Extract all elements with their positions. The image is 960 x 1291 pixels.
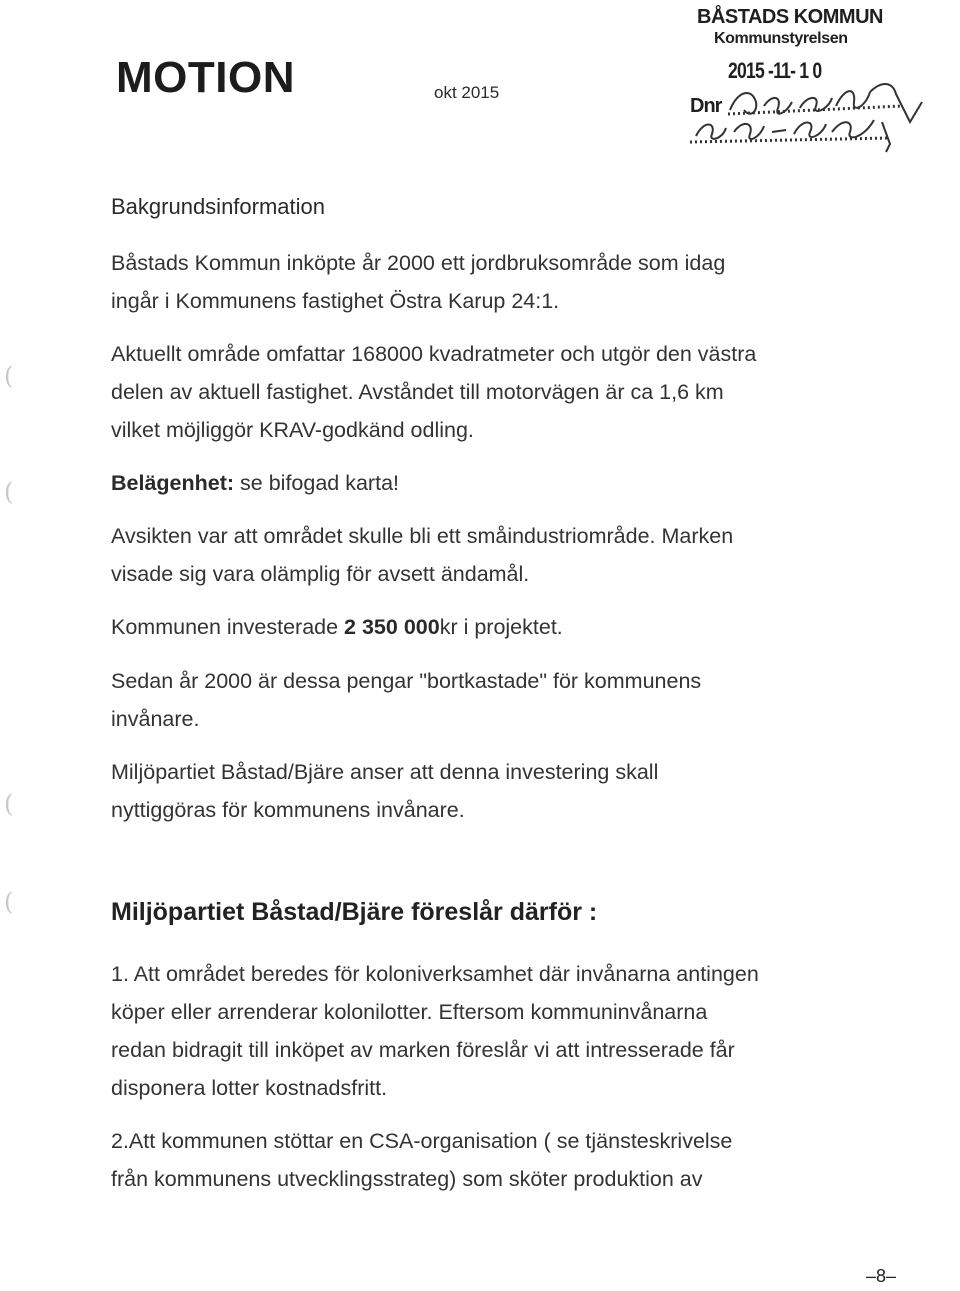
paragraph-purchase xyxy=(111,244,725,320)
text-line: vilket möjliggör KRAV-godkänd odling. xyxy=(111,418,474,442)
section-heading-proposal: Miljöpartiet Båstad/Bjäre föreslår därför : xyxy=(111,898,598,926)
stamp-organization: BÅSTADS KOMMUN xyxy=(697,6,883,28)
paragraph-location xyxy=(111,464,399,502)
paragraph-investment xyxy=(111,608,563,646)
scan-margin-mark: ( xyxy=(4,888,14,916)
proposal-item-1 xyxy=(111,955,759,1107)
text-line: Sedan år 2000 är dessa pengar "bortkastade" för kommunens xyxy=(111,669,702,693)
text-line: köper eller arrenderar kolonilotter. Eftersom kommuninvånarna xyxy=(111,1000,708,1024)
investment-prefix: Kommunen investerade xyxy=(111,615,345,639)
paragraph-wasted xyxy=(111,662,701,738)
text-line: redan bidragit till inköpet av marken föreslår vi att intresserade får xyxy=(111,1038,735,1062)
document-title: MOTION xyxy=(116,53,295,102)
text-line: 2.Att kommunen stöttar en CSA-organisation ( se tjänsteskrivelse xyxy=(111,1129,733,1153)
text-line: Miljöpartiet Båstad/Bjäre anser att denna investering skall xyxy=(111,760,659,784)
proposal-item-2 xyxy=(111,1122,732,1198)
scan-margin-mark: ( xyxy=(4,478,14,506)
paragraph-area xyxy=(111,335,756,449)
investment-amount: 2 350 000 xyxy=(344,615,440,639)
text-line: Aktuellt område omfattar 168000 kvadratmeter och utgör den västra xyxy=(111,342,757,366)
text-line: disponera lotter kostnadsfritt. xyxy=(111,1076,388,1100)
scan-margin-mark: ( xyxy=(4,362,14,390)
paragraph-intent xyxy=(111,517,733,593)
stamp-unit: Kommunstyrelsen xyxy=(714,30,848,47)
investment-suffix: kr i projektet. xyxy=(439,615,563,639)
location-label: Belägenhet: xyxy=(111,471,235,495)
text-line: delen av aktuell fastighet. Avståndet till motorvägen är ca 1,6 km xyxy=(111,380,724,404)
document-date: okt 2015 xyxy=(434,83,500,102)
text-line: från kommunens utvecklingsstrateg) som sköter produktion av xyxy=(111,1167,703,1191)
text-line: Avsikten var att området skulle bli ett småindustriområde. Marken xyxy=(111,524,734,548)
text-line: visade sig vara olämplig för avsett ändamål. xyxy=(111,562,530,586)
text-line: Båstads Kommun inköpte år 2000 ett jordbruksområde som idag xyxy=(111,251,726,275)
text-line: nyttiggöras för kommunens invånare. xyxy=(111,798,465,822)
paragraph-position xyxy=(111,753,658,829)
text-line: 1. Att området beredes för koloniverksamhet där invånarna antingen xyxy=(111,962,759,986)
text-line: ingår i Kommunens fastighet Östra Karup 24:1. xyxy=(111,289,560,313)
page-number: –8– xyxy=(866,1266,897,1286)
stamp-dnr-label: Dnr xyxy=(690,95,722,117)
stamp-received-date: 2015 -11- 1 0 xyxy=(728,58,822,83)
scan-margin-mark: ( xyxy=(4,790,14,818)
text-line: invånare. xyxy=(111,707,200,731)
handwritten-registration-number xyxy=(660,2,960,162)
location-text: se bifogad karta! xyxy=(234,471,399,495)
section-heading-background: Bakgrundsinformation xyxy=(111,194,326,219)
